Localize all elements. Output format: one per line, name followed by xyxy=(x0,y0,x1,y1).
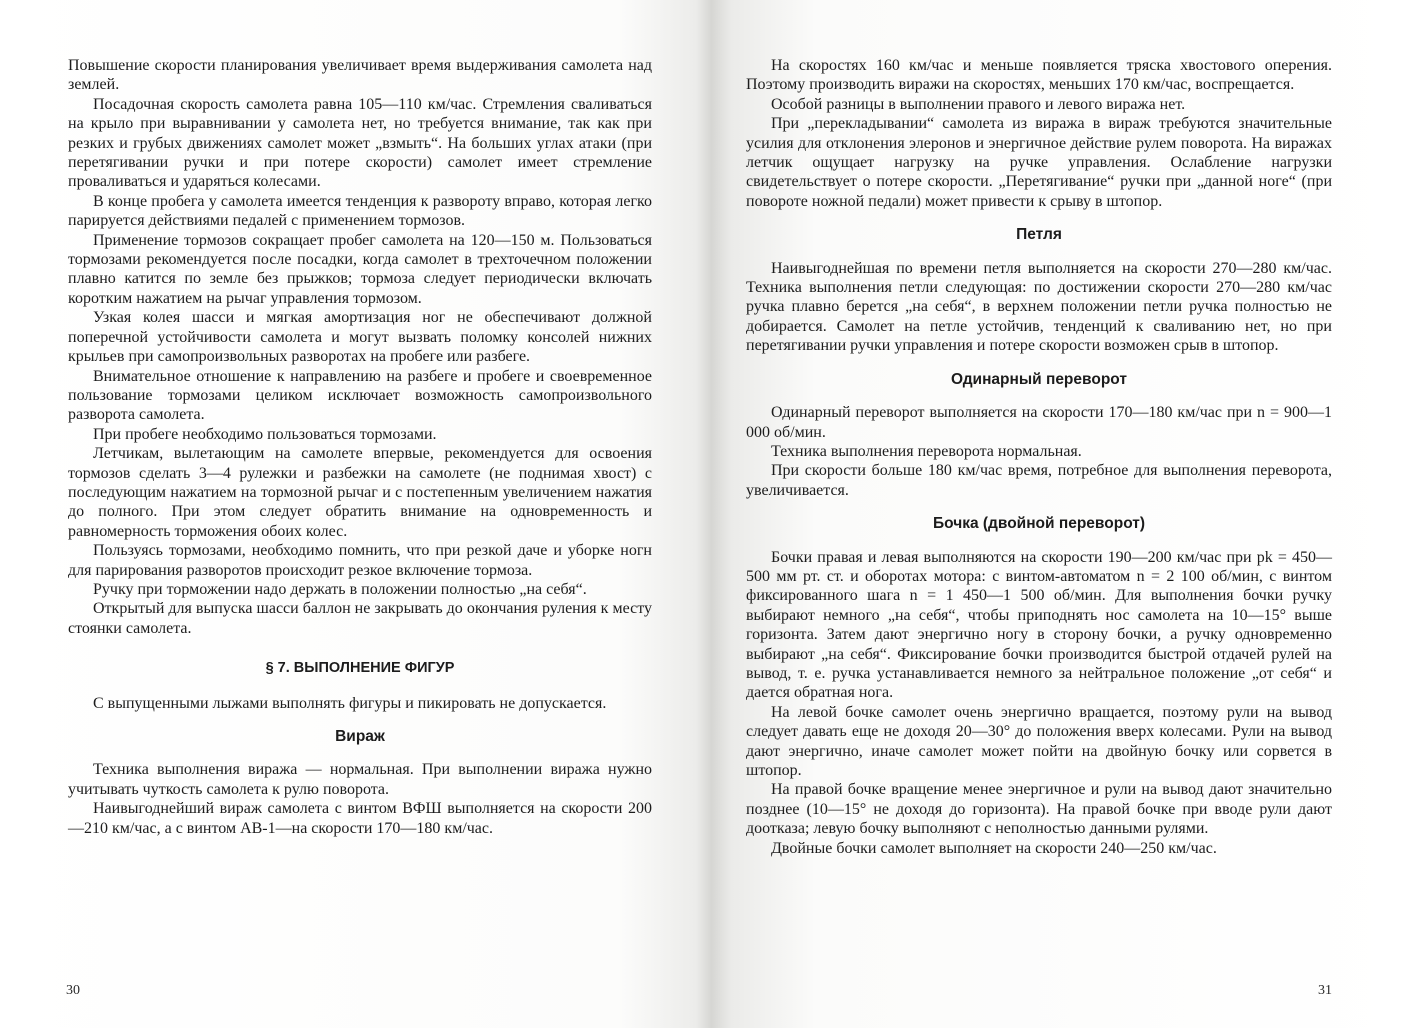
paragraph: Летчикам, вылетающим на самолете впервые, рекомендуется для освоения тормозов сделать 3—4 рулежки и разбежки на самолете (не поднимая хвост) с последующим нажатием на тормозной рычаг и с постепенным увеличением нажатия до полного. При этом следует обратить внимание на одновременность и равномерность торможения обоих колес. xyxy=(68,445,652,540)
paragraph: Посадочная скорость самолета равна 105—110 км/час. Стремления сваливаться на крыло при выравнивании у самолета нет, но требуется внимание, так как при резких и грубых движениях самолет может „взмыть“. На больших углах атаки (при перетягивании ручки и при потере скорости) самолет имеет стремление проваливаться и ударяться колесами. xyxy=(68,95,652,191)
paragraph: Наивыгоднейший вираж самолета с винтом ВФШ выполняется на скорости 200—210 км/час, а с винтом АВ-1—на скорости 170—180 км/час. xyxy=(68,800,652,837)
paragraph: Пользуясь тормозами, необходимо помнить, что при резкой даче и уборке ногн для парирования разворотов происходит резкое включение тормоза. xyxy=(68,542,652,579)
paragraph: При „перекладывании“ самолета из виража в вираж требуются значительные усилия для отклонения элеронов и энергичное действие рулем поворота. На виражах летчик ощущает нагрузку на ручке управления. Ослабление нагрузки свидетельствует о потере скорости. „Перетягивание“ ручки при „данной ноге“ (при повороте ножной педали) может привести к срыву в штопор. xyxy=(746,115,1332,210)
paragraph: Двойные бочки самолет выполняет на скорости 240—250 км/час. xyxy=(771,839,1217,857)
section-heading: § 7. ВЫПОЛНЕНИЕ ФИГУР xyxy=(265,660,455,677)
paragraph: Ручку при торможении надо держать в положении полностью „на себя“. xyxy=(93,580,587,598)
page-number-left: 30 xyxy=(66,983,80,998)
paragraph: Узкая колея шасси и мягкая амортизация ног не обеспечивают должной поперечной устойчивости самолета и могут вызвать поломку консолей нижних крыльев при самопроизвольных разворотах на пробеге или разбеге. xyxy=(68,309,652,366)
paragraph: При пробеге необходимо пользоваться тормозами. xyxy=(93,425,437,443)
subsection-heading-virazh: Вираж xyxy=(335,728,385,745)
left-page xyxy=(68,56,652,838)
subsection-heading-perevorot: Одинарный переворот xyxy=(951,370,1127,388)
paragraph: На скоростях 160 км/час и меньше появляется тряска хвостового оперения. Поэтому производить виражи на скоростях, меньших 170 км/час, воспрещается. xyxy=(746,57,1332,94)
paragraph: На правой бочке вращение менее энергичное и рули на вывод дают значительно позднее (10—15° не доходя до горизонта). На правой бочке при вводе рули дают доотказа; левую бочку выполняют с неполностью данными рулями. xyxy=(746,781,1332,838)
paragraph: Внимательное отношение к направлению на разбеге и пробеге и своевременное пользование тормозами целиком исключает возможность самопроизвольного разворота самолета. xyxy=(68,367,652,424)
paragraph: Наивыгоднейшая по времени петля выполняется на скорости 270—280 км/час. Техника выполнения петли следующая: по достижении скорости 270—280 км/час ручка плавно берется „на себя“, в верхнем положении петли ручка полностью не добирается. Самолет на петле устойчив, тенденций к сваливанию нет, но при перетягивании ручки управления и потере скорости возможен срыв в штопор. xyxy=(746,259,1332,355)
paragraph: Открытый для выпуска шасси баллон не закрывать до окончания руления к месту стоянки самолета. xyxy=(68,600,652,637)
paragraph: Применение тормозов сокращает пробег самолета на 120—150 м. Пользоваться тормозами рекомендуется после посадки, когда самолет в трехточечном положении плавно катится по земле без прыжков; тормоза следует периодически включать коротким нажатием на рычаг управления тормозом. xyxy=(68,231,652,307)
paragraph: Одинарный переворот выполняется на скорости 170—180 км/час при n = 900—1 000 об/мин. xyxy=(746,404,1332,441)
paragraph: С выпущенными лыжами выполнять фигуры и пикировать не допускается. xyxy=(93,694,607,712)
subsection-heading-petlya: Петля xyxy=(1016,226,1062,244)
paragraph: Повышение скорости планирования увеличивает время выдерживания самолета над землей. xyxy=(68,57,652,94)
paragraph: Особой разницы в выполнении правого и левого виража нет. xyxy=(771,95,1186,113)
paragraph: Техника выполнения переворота нормальная. xyxy=(771,442,1082,460)
right-page xyxy=(746,56,1332,858)
subsection-heading-bochka: Бочка (двойной переворот) xyxy=(932,515,1146,533)
page-number-right: 31 xyxy=(1318,983,1332,998)
paragraph: Бочки правая и левая выполняются на скорости 190—200 км/час при pk = 450—500 мм рт. ст. и оборотах мотора: с винтом-автоматом n = 2 100 об/мин, с винтом фиксированного шага n = 1 450—1 500 об/мин. Для выполнения бочки ручку выбирают немного „на себя“, чтобы приподнять нос самолета на 10—15° выше горизонта. Затем дают энергично ногу в сторону бочки, а ручку одновременно выбирают „на себя“. Фиксирование бочки производится быстрой отдачей рулей на вывод, т. е. ручка устанавливается немного за нейтральное положение „от себя“ и дается обратная нога. xyxy=(746,548,1332,702)
paragraph: В конце пробега у самолета имеется тенденция к развороту вправо, которая легко парируется действиями педалей с применением тормозов. xyxy=(68,192,652,230)
paragraph: На левой бочке самолет очень энергично вращается, поэтому рули на вывод следует давать еще не доходя 20—30° до положения вверх колесами. Рули на вывод дают энергично, иначе самолет может пойти на двойную бочку или сорвется в штопор. xyxy=(746,703,1332,779)
paragraph: При скорости больше 180 км/час время, потребное для выполнения переворота, увеличивается. xyxy=(746,462,1332,499)
paragraph: Техника выполнения виража — нормальная. При выполнении виража нужно учитывать чуткость самолета к рулю поворота. xyxy=(68,761,652,798)
